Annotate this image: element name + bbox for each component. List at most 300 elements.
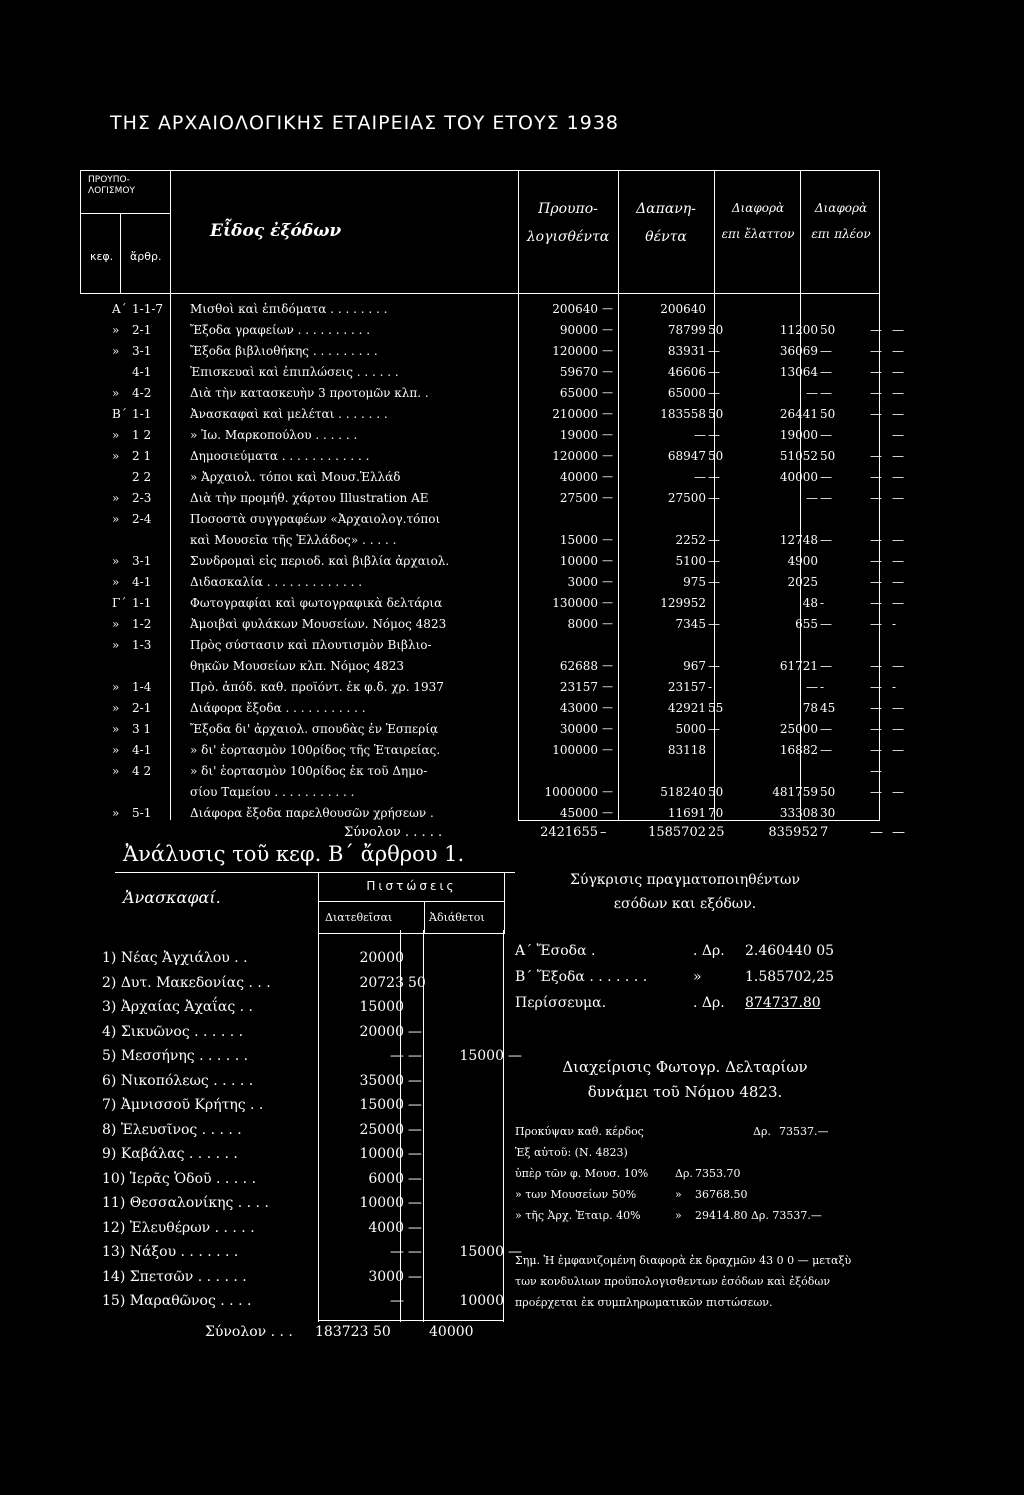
cell-diff-c: 50	[820, 449, 836, 463]
cell-spent-c: —	[708, 470, 720, 484]
excavation-v2: 15000	[459, 1048, 504, 1064]
cell-e2: —	[892, 554, 904, 568]
cell-spent: 5100	[675, 554, 706, 568]
cell-e2: —	[892, 659, 904, 673]
cell-e1: —	[870, 659, 882, 673]
cell-art: 1-1-7	[132, 302, 164, 316]
cell-e2: -	[892, 617, 897, 631]
cell-diff: 25000	[779, 722, 818, 736]
table-row	[80, 764, 880, 782]
cell-budget-dash: —	[602, 407, 613, 420]
cell-e1: —	[870, 554, 882, 568]
cell-desc: Διάφορα ἔξοδα . . . . . . . . . . .	[190, 701, 366, 715]
cell-spent: 2252	[675, 533, 706, 547]
photo-mgmt-value: 36768.50	[695, 1188, 748, 1201]
cell-e1: —	[870, 449, 882, 463]
cell-sec: »	[112, 344, 120, 358]
comparison-title: Σύγκρισις πραγματοποιηθέντων εσόδων και εξόδων.	[570, 872, 800, 912]
cell-e2: —	[892, 407, 904, 421]
excavation-name: 12) Ἐλευθέρων . . . . .	[102, 1219, 255, 1236]
cell-budget-dash: —	[602, 533, 613, 546]
photo-mgmt-mid: Δρ.	[675, 1167, 693, 1180]
cell-budget: 8000	[567, 617, 598, 631]
cell-spent-c: 50	[708, 407, 724, 421]
cell-desc: Διὰ τὴν κατασκευὴν 3 προτομῶν κλπ. .	[190, 386, 429, 400]
excavation-v2: 15000	[459, 1244, 504, 1260]
cell-art: 4-1	[132, 575, 152, 589]
cell-sec: »	[112, 722, 120, 736]
total-spent-cents: 25	[708, 825, 725, 840]
cell-spent: 78799	[667, 323, 706, 337]
excavation-row	[102, 1171, 522, 1195]
cell-budget: 200640	[552, 302, 598, 316]
cell-e2: —	[892, 323, 904, 337]
excavation-row	[102, 1244, 522, 1268]
cell-e2: —	[892, 575, 904, 589]
table-row	[80, 386, 904, 404]
cell-e1: —	[870, 323, 882, 337]
excavation-row	[102, 1293, 522, 1317]
cell-art: 2-4	[132, 512, 152, 526]
cell-diff: —	[806, 386, 818, 400]
cell-diff-c: 30	[820, 806, 836, 820]
cell-e1: —	[870, 596, 882, 610]
excavation-v1: 15000	[359, 999, 404, 1015]
cell-e2: -	[892, 680, 897, 694]
cell-e1: —	[870, 785, 882, 799]
cell-diff: 40000	[779, 470, 818, 484]
excavation-v1: 20000	[359, 1023, 404, 1040]
cell-budget-dash: —	[602, 365, 613, 378]
excavation-v1: —	[390, 1293, 404, 1309]
cell-desc: Διὰ τὴν προμήθ. χάρτου Illustration AE	[190, 491, 429, 505]
cell-budget: 15000	[559, 533, 598, 547]
cell-budget-dash: —	[602, 701, 613, 714]
cell-budget: 59670	[559, 365, 598, 379]
table-row	[80, 491, 904, 509]
table-row	[80, 533, 904, 551]
cell-diff: 13064	[779, 365, 818, 379]
cell-desc: Ἔξοδα γραφείων . . . . . . . . . .	[190, 323, 371, 337]
excavation-name: 2) Δυτ. Μακεδονίας . . .	[102, 974, 271, 991]
cell-desc: σίου Ταμείου . . . . . . . . . . .	[190, 785, 355, 799]
cell-budget: 30000	[559, 722, 598, 736]
cell-spent-c: -	[708, 680, 713, 694]
cell-budget-dash: —	[602, 806, 613, 819]
footnote: Σημ. Ἡ ἐμφανιζομένη διαφορὰ ἐκ δραχμῶν 43 0 0 — μεταξὺ των κονδυλιων προϋπολογισθεντων ἐσόδων καὶ ἐξόδων προέρχεται ἐκ συμπληρωματικῶν πιστώσεων.	[515, 1254, 852, 1309]
cell-art: 3-1	[132, 554, 152, 568]
excavation-v1c: —	[408, 1023, 422, 1040]
cell-budget: 43000	[559, 701, 598, 715]
cell-budget-dash: —	[602, 575, 613, 588]
diff-less-col-header: Διαφορὰ επι ἔλαττον	[721, 201, 795, 241]
photo-mgmt-mid: Δρ.	[753, 1125, 771, 1138]
photo-mgmt-label: ὑπὲρ τῶν φ. Μουσ. 10%	[515, 1167, 649, 1180]
excavation-row	[102, 1048, 522, 1072]
comparison-row	[515, 969, 855, 991]
table-row	[80, 617, 897, 635]
cell-e1: —	[870, 743, 882, 757]
excavation-v1: 6000	[368, 1170, 404, 1187]
total-spent: 1585702	[648, 825, 706, 840]
excavation-v1: 35000	[359, 1072, 404, 1089]
photo-mgmt-value: 29414.80 Δρ. 73537.—	[695, 1209, 822, 1222]
table-row	[80, 323, 904, 341]
excavation-row	[102, 950, 522, 974]
excavation-v2: 10000	[459, 1293, 504, 1309]
cell-e1: —	[870, 386, 882, 400]
cell-diff: 655	[795, 617, 818, 631]
diff-more-col-header: Διαφορὰ επι πλέον	[811, 201, 871, 241]
cell-desc: » Ἰω. Μαρκοπούλου . . . . . .	[190, 428, 358, 442]
comparison-sep: . Δρ.	[693, 943, 725, 959]
table-row	[80, 407, 904, 425]
excavation-v1c: —	[408, 1146, 422, 1162]
cell-e1: —	[870, 764, 882, 778]
cell-spent: 46606	[667, 365, 706, 379]
cell-spent: 129952	[660, 596, 706, 610]
cell-sec: »	[112, 638, 120, 652]
excavations-total-v1c: 50	[373, 1324, 391, 1340]
cell-e2: —	[892, 533, 904, 547]
cell-budget-dash: —	[602, 449, 613, 462]
excavation-row	[102, 1122, 522, 1146]
table-row	[80, 701, 904, 719]
cell-spent: 65000	[667, 386, 706, 400]
cell-e2: —	[892, 449, 904, 463]
cell-budget: 3000	[567, 575, 598, 589]
cell-desc: Διδασκαλία . . . . . . . . . . . . .	[190, 575, 363, 589]
table-row	[80, 575, 904, 593]
excavation-v1c: —	[408, 1219, 422, 1236]
table-row	[80, 302, 880, 320]
cell-sec: »	[112, 617, 120, 631]
excavation-v1c: —	[408, 1268, 422, 1285]
excavation-row	[102, 1269, 522, 1293]
cell-diff-c: —	[820, 722, 832, 736]
cell-budget-dash: —	[602, 659, 613, 672]
cell-art: 3-1	[132, 344, 152, 358]
cell-desc: Δημοσιεύματα . . . . . . . . . . . .	[190, 449, 370, 463]
cell-sec: »	[112, 386, 120, 400]
cell-diff-c: —	[820, 344, 832, 358]
photo-mgmt-row	[515, 1146, 855, 1166]
cell-diff: 78	[802, 701, 818, 715]
cell-diff: 33308	[779, 806, 818, 820]
cell-sec: »	[112, 575, 120, 589]
credits-col-disposed: Διατεθεῖσαι	[325, 911, 393, 924]
excavation-v1c: —	[408, 1048, 422, 1064]
comparison-label: Β΄ Ἔξοδα . . . . . . .	[515, 969, 648, 985]
photo-mgmt-row	[515, 1125, 855, 1145]
cell-diff: 4900	[787, 554, 818, 568]
cell-budget: 40000	[559, 470, 598, 484]
excavation-v1: 4000	[368, 1219, 404, 1236]
cell-spent-c: —	[708, 554, 720, 568]
photo-mgmt-row	[515, 1167, 855, 1187]
excavation-name: 8) Ἐλευσῖνος . . . . .	[102, 1121, 242, 1138]
cell-diff-c: —	[820, 533, 832, 547]
cell-diff-c: —	[820, 659, 832, 673]
cell-budget: 130000	[552, 596, 598, 610]
cell-art: 2-1	[132, 323, 152, 337]
table-row	[80, 743, 904, 761]
cell-diff-c: -	[820, 680, 825, 694]
cell-budget-dash: —	[602, 743, 613, 756]
cell-diff: 2025	[787, 575, 818, 589]
article-col-header: ἄρθρ.	[130, 250, 162, 263]
photo-mgmt-label: Προκύψαν καθ. κέρδος	[515, 1125, 644, 1138]
cell-e2: —	[892, 386, 904, 400]
cell-diff: 11200	[779, 323, 818, 337]
photo-mgmt-value: 73537.—	[779, 1125, 829, 1138]
cell-desc: θηκῶν Μουσείων κλπ. Νόμος 4823	[190, 659, 405, 673]
excavation-v1c: —	[408, 1097, 422, 1113]
cell-art: 4-1	[132, 743, 152, 757]
photo-mgmt-mid: »	[675, 1209, 682, 1222]
cell-spent-c: —	[708, 722, 720, 736]
cell-diff-c: —	[820, 617, 832, 631]
cell-budget: 62688	[559, 659, 598, 673]
excavation-row	[102, 1220, 522, 1244]
cell-art: 1 2	[132, 428, 152, 442]
cell-desc: Ἐπισκευαὶ καὶ ἐπιπλώσεις . . . . . .	[190, 365, 399, 379]
cell-art: 1-3	[132, 638, 152, 652]
cell-spent: 11691	[667, 806, 706, 820]
cell-spent: 967	[683, 659, 706, 673]
cell-budget: 19000	[559, 428, 598, 442]
comparison-value: 1.585702,25	[745, 969, 835, 985]
cell-art: 2 1	[132, 449, 152, 463]
cell-spent: —	[694, 428, 706, 442]
cell-budget-dash: —	[602, 680, 613, 693]
excavation-v1: 3000	[368, 1268, 404, 1285]
cell-e1: —	[870, 491, 882, 505]
table-row	[80, 449, 904, 467]
cell-spent: 975	[683, 575, 706, 589]
cell-diff: 48	[802, 596, 818, 610]
photo-mgmt-row	[515, 1209, 855, 1229]
cell-diff: 12748	[779, 533, 818, 547]
cell-spent: 5000	[675, 722, 706, 736]
cell-budget: 210000	[552, 407, 598, 421]
total-extra-2: —	[892, 825, 905, 840]
cell-diff: 16882	[779, 743, 818, 757]
cell-art: 1-1	[132, 407, 152, 421]
excavation-v1c: —	[408, 1121, 422, 1138]
cell-budget: 45000	[559, 806, 598, 820]
cell-desc: Μισθοὶ καὶ ἐπιδόματα . . . . . . . .	[190, 302, 388, 316]
cell-sec: »	[112, 554, 120, 568]
credits-header-box	[318, 872, 505, 934]
table-row	[80, 344, 904, 362]
cell-diff: —	[806, 680, 818, 694]
cell-diff: 61721	[779, 659, 818, 673]
expenses-table	[80, 170, 905, 840]
cell-desc: Ποσοστὰ συγγραφέων «Ἀρχαιολογ.τόποι	[190, 512, 441, 526]
cell-spent: 518240	[660, 785, 706, 799]
cell-desc: » δι' ἑορτασμὸν 100ρίδος τῆς Ἑταιρείας.	[190, 743, 441, 757]
cell-desc: Ἔξοδα βιβλιοθήκης . . . . . . . . .	[190, 344, 378, 358]
cell-desc: Συνδρομαὶ εἰς περιοδ. καὶ βιβλία ἀρχαιολ.	[190, 554, 450, 568]
cell-diff-c: 45	[820, 701, 836, 715]
cell-spent-c: —	[708, 617, 720, 631]
excavation-v1c: —	[408, 1072, 422, 1089]
cell-spent: 183558	[660, 407, 706, 421]
total-label: Σύνολον . . . . .	[344, 825, 443, 840]
excavations-total-v1: 183723	[315, 1324, 369, 1340]
excavation-v1: —	[390, 1048, 404, 1064]
cell-spent-c: —	[708, 659, 720, 673]
table-row	[80, 554, 904, 572]
cell-budget: 100000	[552, 743, 598, 757]
comparison-value: 874737.80	[745, 995, 821, 1011]
cell-spent-c: —	[708, 344, 720, 358]
cell-sec: »	[112, 491, 120, 505]
cell-budget-dash: —	[602, 491, 613, 504]
photo-mgmt-title: Διαχείρισις Φωτογρ. Δελταρίων δυνάμει τοῦ Νόμου 4823.	[562, 1058, 808, 1101]
cell-diff-c: —	[820, 386, 832, 400]
cell-e2: —	[892, 785, 904, 799]
excavation-v1: 20723	[359, 974, 404, 991]
cell-desc: Ἀμοιβαὶ φυλάκων Μουσείων. Νόμος 4823	[190, 617, 447, 631]
excavation-v1c: —	[408, 1195, 422, 1211]
excavation-name: 14) Σπετσῶν . . . . . .	[102, 1268, 247, 1285]
total-extra-1: —	[870, 825, 883, 840]
cell-desc: Πρὸς σύστασιν καὶ πλουτισμὸν Βιβλιο-	[190, 638, 432, 652]
cell-e1: —	[870, 680, 882, 694]
photo-mgmt-label: » τῆς Ἀρχ. Ἑταιρ. 40%	[515, 1209, 641, 1222]
excavation-row	[102, 1073, 522, 1097]
cell-budget-dash: —	[602, 617, 613, 630]
cell-budget: 27500	[559, 491, 598, 505]
excavations-total-label: Σύνολον . . .	[205, 1324, 293, 1340]
cell-budget-dash: —	[602, 302, 613, 315]
cell-spent-c: —	[708, 491, 720, 505]
cell-spent-c: —	[708, 575, 720, 589]
cell-budget-dash: —	[602, 785, 613, 798]
excavation-name: 13) Νάξου . . . . . . .	[102, 1244, 239, 1260]
table-row	[80, 785, 904, 803]
cell-art: 2 2	[132, 470, 152, 484]
excavation-row	[102, 1097, 522, 1121]
credits-header: Πιστώσεις	[366, 879, 457, 893]
excavation-row	[102, 1024, 522, 1048]
cell-spent: 83118	[667, 743, 706, 757]
excavation-name: 6) Νικοπόλεως . . . . .	[102, 1072, 254, 1089]
cell-sec: »	[112, 701, 120, 715]
cell-e2: —	[892, 344, 904, 358]
excavation-d2: —	[508, 1244, 522, 1260]
cell-sec: »	[112, 428, 120, 442]
cell-e2: —	[892, 491, 904, 505]
excavation-v1: 15000	[359, 1097, 404, 1113]
cell-desc: καὶ Μουσεῖα τῆς Ἑλλάδος» . . . . .	[190, 533, 397, 547]
cell-diff: 26441	[779, 407, 818, 421]
cell-budget: 120000	[552, 449, 598, 463]
table-row	[80, 638, 880, 656]
comparison-value: 2.460440 05	[745, 943, 835, 959]
cell-diff-c: 50	[820, 323, 836, 337]
excavation-v1: —	[390, 1244, 404, 1260]
cell-art: 1-1	[132, 596, 152, 610]
excavation-name: 11) Θεσσαλονίκης . . . .	[102, 1195, 269, 1211]
table-row	[80, 806, 880, 824]
table-row	[80, 596, 904, 614]
analysis-title: Ἀνάλυσις τοῦ κεφ. Β΄ ἄρθρου 1.	[123, 842, 465, 866]
cell-sec: Γ΄	[112, 596, 127, 610]
excavation-name: 10) Ἱερᾶς Ὁδοῦ . . . . .	[102, 1170, 257, 1187]
excavation-row	[102, 999, 522, 1023]
excavation-v1: 25000	[359, 1121, 404, 1138]
cell-spent-c: —	[708, 533, 720, 547]
cell-diff: —	[806, 491, 818, 505]
cell-e1: —	[870, 407, 882, 421]
cell-e2: —	[892, 596, 904, 610]
cell-e1: —	[870, 533, 882, 547]
total-diff: 835952	[768, 825, 818, 840]
cell-art: 2-1	[132, 701, 152, 715]
cell-budget-dash: —	[602, 386, 613, 399]
cell-e2: —	[892, 365, 904, 379]
cell-e2: —	[892, 428, 904, 442]
cell-budget-dash: —	[602, 554, 613, 567]
cell-e1: —	[870, 722, 882, 736]
cell-sec: »	[112, 323, 120, 337]
cell-budget-dash: —	[602, 344, 613, 357]
cell-art: 4 2	[132, 764, 152, 778]
cell-e2: —	[892, 743, 904, 757]
cell-spent-c: 50	[708, 449, 724, 463]
cell-diff-c: 50	[820, 785, 836, 799]
cell-art: 4-2	[132, 386, 152, 400]
cell-budget: 1000000	[544, 785, 598, 799]
cell-spent: 7345	[675, 617, 706, 631]
total-diff-cents: 7	[820, 825, 829, 840]
comparison-row	[515, 995, 855, 1017]
cell-budget-dash: —	[602, 722, 613, 735]
cell-spent-c: 50	[708, 323, 724, 337]
cell-budget: 10000	[559, 554, 598, 568]
excavation-d2: —	[508, 1048, 522, 1064]
cell-spent: 200640	[660, 302, 706, 316]
cell-diff-c: —	[820, 743, 832, 757]
cell-sec: »	[112, 680, 120, 694]
cell-diff: 481759	[772, 785, 818, 799]
cell-diff-c: -	[820, 596, 825, 610]
cell-sec: »	[112, 806, 120, 820]
cell-sec: »	[112, 449, 120, 463]
table-row	[80, 365, 904, 383]
cell-spent: 23157	[667, 680, 706, 694]
cell-e2: —	[892, 470, 904, 484]
excavations-total-v2: 40000	[429, 1324, 474, 1340]
cell-diff-c: —	[820, 491, 832, 505]
excavation-v1c: —	[408, 1170, 422, 1187]
cell-budget-dash: —	[602, 596, 613, 609]
cell-spent: 42921	[667, 701, 706, 715]
cell-e1: —	[870, 701, 882, 715]
cell-desc: Ἔξοδα δι' ἀρχαιολ. σπουδὰς ἐν Ἑσπερίᾳ	[190, 722, 439, 736]
cell-spent-c: 50	[708, 785, 724, 799]
total-budget: 2421655	[540, 825, 598, 840]
cell-spent-c: 55	[708, 701, 724, 715]
table-row	[80, 512, 880, 530]
total-budget-dash: –	[600, 825, 607, 840]
cell-diff-c: —	[820, 428, 832, 442]
analysis-subtitle: Ἀνασκαφαί.	[123, 888, 221, 907]
cell-e1: —	[870, 365, 882, 379]
